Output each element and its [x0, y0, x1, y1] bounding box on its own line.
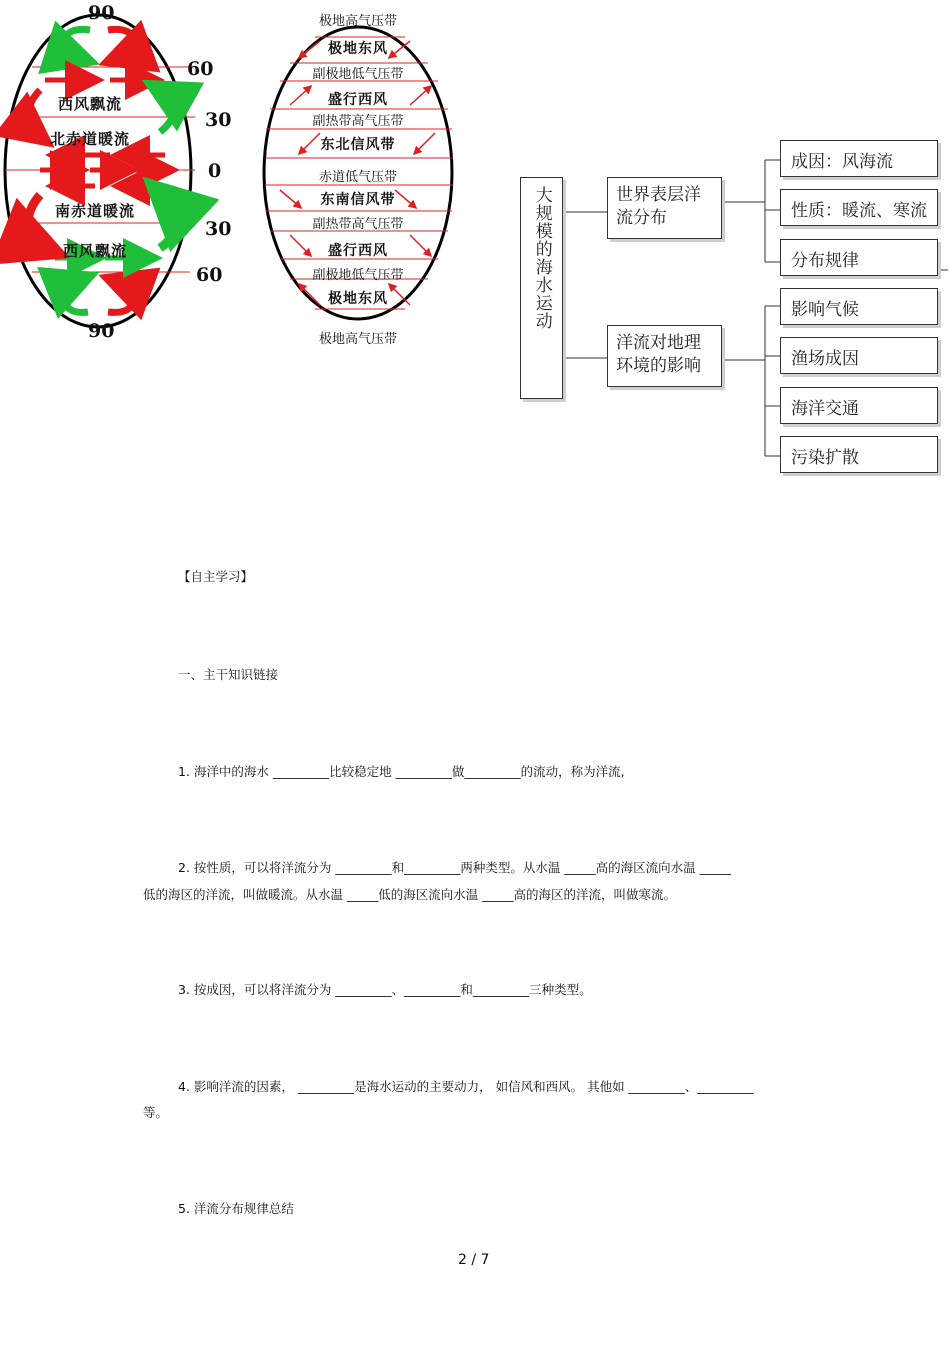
- concept-branch-distribution: [607, 177, 722, 239]
- concept-item-nature-label: 性质：暖流、寒流: [791, 201, 927, 221]
- subsection-title: 一、主干知识链接: [178, 667, 279, 682]
- wind-westerlies-n: 盛行西风: [328, 92, 388, 108]
- question-3: 3. 按成因，可以将洋流分为 _________、_________和_________三种类型。: [178, 982, 592, 997]
- belt-subtropical-high-s: 副热带高气压带: [312, 217, 404, 232]
- page-number: 2 / 7: [458, 1252, 490, 1268]
- wind-se-trades: 东南信风带: [320, 192, 396, 208]
- question-1: 1. 海洋中的海水 _________比较稳定地 _________做_________的流动，称为洋流,: [178, 764, 625, 779]
- lat-label-n60: 60: [187, 58, 214, 80]
- concept-item-pattern: [780, 239, 938, 276]
- belt-subpolar-low-s: 副极地低气压带: [312, 268, 404, 283]
- wind-ne-trades: 东北信风带: [320, 137, 396, 153]
- belt-polar-high-n: 极地高气压带: [318, 14, 397, 29]
- question-2-line-2: 低的海区的洋流，叫做暖流。从水温 _____低的海区流向水温 _____高的海区的洋流，叫做寒流。: [143, 887, 676, 902]
- concept-item-cause-label: 成因：风海流: [791, 152, 893, 172]
- belt-subtropical-high-n: 副热带高气压带: [312, 114, 404, 129]
- concept-branch-distribution-label: 世界表层洋流分布: [616, 185, 701, 228]
- lat-label-s30: 30: [205, 218, 232, 240]
- question-4-line-2: 等。: [143, 1105, 169, 1120]
- concept-item-fishery: [780, 337, 938, 374]
- wind-polar-easterlies-n: 极地东风: [328, 41, 388, 57]
- section-header: 【自主学习】: [178, 569, 254, 584]
- concept-branch-impact: [607, 325, 722, 387]
- lat-label-s90: 90: [88, 320, 115, 342]
- lat-label-n30: 30: [205, 109, 232, 131]
- lat-label-s60: 60: [196, 264, 223, 286]
- current-label-west-wind-drift-n: 西风飘流: [58, 95, 123, 113]
- concept-item-climate-label: 影响气候: [791, 300, 859, 320]
- concept-item-shipping: [780, 387, 938, 424]
- lat-label-equator: 0: [208, 160, 222, 182]
- concept-root-box: [520, 177, 563, 399]
- question-4-line-1: 4. 影响洋流的因素， _________是海水运动的主要动力， 如信风和西风。 其他如 _________、_________: [178, 1079, 754, 1094]
- current-label-west-wind-drift-s: 西风飘流: [63, 242, 128, 260]
- concept-item-nature: [780, 189, 938, 226]
- belt-subpolar-low-n: 副极地低气压带: [312, 67, 404, 82]
- wind-westerlies-s: 盛行西风: [328, 243, 388, 259]
- belt-equatorial-low: 赤道低气压带: [318, 170, 397, 185]
- current-label-south-equatorial: 南赤道暖流: [55, 202, 136, 220]
- concept-item-pollution-label: 污染扩散: [791, 448, 859, 468]
- concept-item-fishery-label: 渔场成因: [791, 349, 859, 369]
- question-5: 5. 洋流分布规律总结: [178, 1201, 294, 1216]
- concept-item-pollution: [780, 436, 938, 473]
- wind-polar-easterlies-s: 极地东风: [328, 291, 388, 307]
- question-2-line-1: 2. 按性质，可以将洋流分为 _________和_________两种类型。从水温 _____高的海区流向水温 _____: [178, 860, 731, 875]
- concept-root-label: 大规模的海水运动: [531, 186, 552, 330]
- current-label-north-equatorial: 北赤道暖流: [50, 130, 131, 148]
- concept-item-climate: [780, 288, 938, 325]
- concept-item-shipping-label: 海洋交通: [791, 399, 859, 419]
- concept-branch-impact-label: 洋流对地理环境的影响: [616, 333, 701, 376]
- concept-item-cause: [780, 140, 938, 177]
- lat-label-n90: 90: [88, 2, 115, 24]
- belt-polar-high-s: 极地高气压带: [318, 332, 397, 347]
- concept-item-pattern-label: 分布规律: [791, 251, 859, 271]
